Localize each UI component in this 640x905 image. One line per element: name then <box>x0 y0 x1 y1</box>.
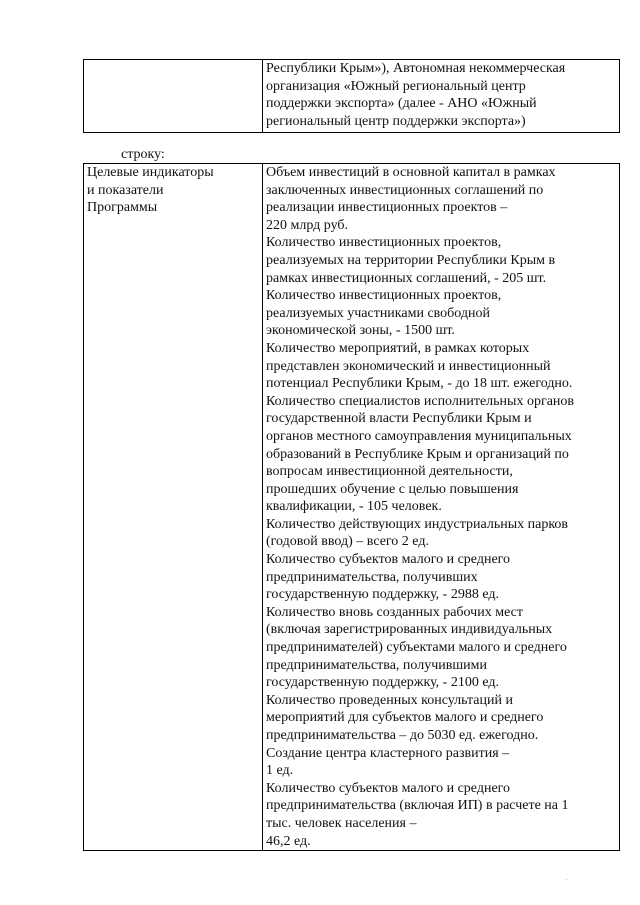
indicator-line: тыс. человек населения – <box>266 815 417 831</box>
indicator-line: рамках инвестиционных соглашений, - 205 шт. <box>266 270 547 286</box>
indicator-line: 220 млрд руб. <box>266 217 349 233</box>
indicator-line: Количество проведенных консультаций и <box>266 692 513 708</box>
empty-left-cell <box>84 60 263 133</box>
indicators-cell <box>263 164 620 851</box>
indicator-line: государственную поддержку, - 2100 ед. <box>266 675 499 691</box>
table-row <box>84 60 620 133</box>
indicator-line: предпринимательства (включая ИП) в расчете на 1 <box>266 798 569 814</box>
indicator-line: предпринимательства – до 5030 ед. ежегодно. <box>266 728 539 743</box>
indicator-line: предпринимательства, получивших <box>266 569 478 585</box>
indicator-line: представлен экономический и инвестиционный <box>266 358 551 374</box>
indicator-line: Количество субъектов малого и среднего <box>266 780 511 796</box>
indicator-line: предпринимателей) субъектами малого и среднего <box>266 640 567 656</box>
indicator-line: Количество инвестиционных проектов, <box>266 235 502 251</box>
footer-mark: . <box>566 876 568 882</box>
table-row <box>84 164 620 851</box>
text-line: организация «Южный региональный центр <box>266 78 526 94</box>
indicator-line: 1 ед. <box>266 763 294 779</box>
indicator-line: (годовой ввод) – всего 2 ед. <box>266 534 429 550</box>
indicator-line: потенциал Республики Крым, - до 18 шт. ежегодно. <box>266 376 573 392</box>
organization-cell <box>263 60 620 133</box>
indicator-line: (включая зарегистрированных индивидуальных <box>266 622 553 638</box>
indicator-line: прошедших обучение с целью повышения <box>266 481 519 497</box>
indicator-line: Объем инвестиций в основной капитал в рамках <box>266 165 556 180</box>
indicator-line: Количество действующих индустриальных парков <box>266 516 569 532</box>
row-header-line: Программы <box>87 200 158 216</box>
indicator-line: государственную поддержку, - 2988 ед. <box>266 587 499 603</box>
continuation-table <box>83 59 620 133</box>
indicator-line: Количество вновь созданных рабочих мест <box>266 604 523 620</box>
indicator-line: государственной власти Республики Крым и <box>266 411 532 427</box>
indicator-line: Количество субъектов малого и среднего <box>266 552 511 568</box>
indicator-line: мероприятий для субъектов малого и среднего <box>266 710 544 726</box>
row-header-line: и показатели <box>87 182 164 198</box>
indicator-line: Количество специалистов исполнительных органов <box>266 393 575 409</box>
indicator-line: образований в Республике Крым и организаций по <box>266 446 569 462</box>
lead-text: строку: <box>121 147 165 162</box>
indicator-line: 46,2 ед. <box>266 833 311 849</box>
indicator-line: Количество инвестиционных проектов, <box>266 288 502 304</box>
indicator-line: экономической зоны, - 1500 шт. <box>266 323 455 339</box>
indicator-line: реализуемых на территории Республики Крым в <box>266 252 556 268</box>
text-line: региональный центр поддержки экспорта») <box>266 113 526 129</box>
text-line: поддержки экспорта» (далее - АНО «Южный <box>266 96 537 112</box>
text-line: Республики Крым»), Автономная некоммерческая <box>266 61 566 76</box>
indicator-line: Создание центра кластерного развития – <box>266 745 510 761</box>
indicator-line: реализации инвестиционных проектов – <box>266 200 508 216</box>
indicator-line: реализуемых участниками свободной <box>266 305 491 321</box>
indicator-line: предпринимательства, получившими <box>266 657 487 673</box>
indicators-table <box>83 163 620 851</box>
indicator-line: Количество мероприятий, в рамках которых <box>266 340 530 356</box>
indicator-line: вопросам инвестиционной деятельности, <box>266 464 513 480</box>
indicator-line: заключенных инвестиционных соглашений по <box>266 182 544 198</box>
indicator-line: органов местного самоуправления муниципальных <box>266 428 572 444</box>
indicator-line: квалификации, - 105 человек. <box>266 499 442 515</box>
row-header-line: Целевые индикаторы <box>87 165 214 180</box>
row-header-cell <box>84 164 263 851</box>
